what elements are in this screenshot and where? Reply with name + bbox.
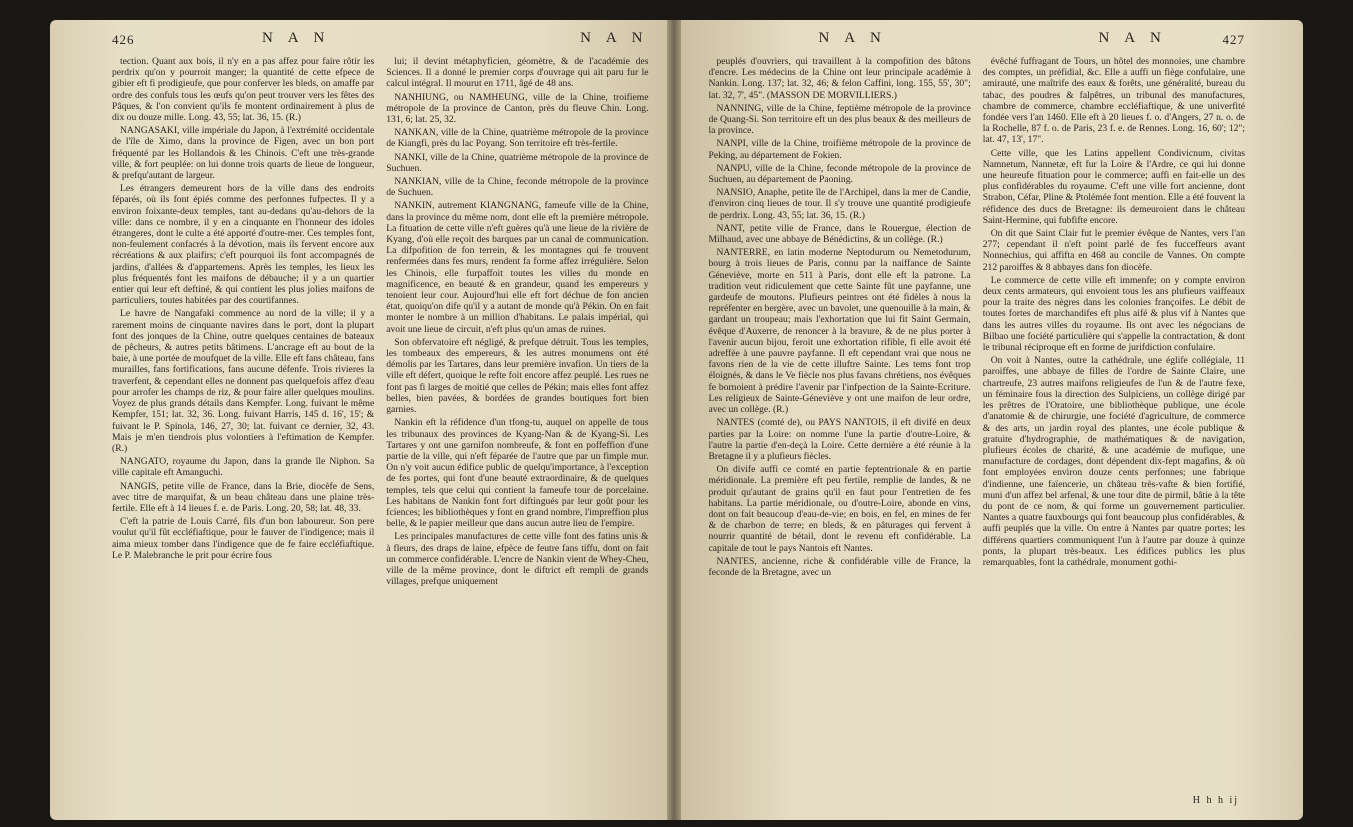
paragraph: tection. Quant aux bois, il n'y en a pas affez pour faire rôtir les perdrix qu'on y pourroit manger; la quantité de cette efpece de gibier eft fi prodigieufe, que pour conferver les bleds, on amaffe par ordre des confuls tous les œufs qu'on peut trouver vers les fêtes des Pâques, & l'on convient qu'ils fe montent ordinairement à plus de dix ou douze mille. Long. 43, 55; lat. 36, 15. (R.): [112, 56, 375, 124]
paragraph: NANKIN, autrement KIANGNANG, fameufe ville de la Chine, dans la province du même nom, dont elle eft la première métropole. La fituation de cette ville n'eft guères qu'à une lieue de la rivière de Kyang, d'où elle reçoit des barques par un canal de communication. La difpofition de fon terrein, & les montagnes qui fe trouvent renfermées dans fes murs, rendent fa forme affez irrégulière. Selon les Chinois, elle furpaffoit toutes les villes du monde en magnificence, en beauté & en grandeur, quand les empereurs y tenoient leur cour. Aujourd'hui elle eft fort déchue de fon ancien état, quoiqu'on dife qu'il y a autant de monde qu'à Pékin. On en fait monter le nombre à un million d'habitans. Le palais impérial, qui avoit une lieue de circuit, n'eft plus qu'un amas de ruines.: [386, 200, 649, 335]
paragraph: Son obfervatoire eft négligé, & prefque détruit. Tous les temples, les tombeaux des empereurs, & les autres monumens ont été démolis par les Tartares, dans leur première invafion. Un tiers de la ville eft défert, quoique le refte foit encore affez peuplé. Les rues ne font pas fi larges de moitié que celles de Pékin; mais elles font affez belles, bien pavées, & bordées de grandes boutiques fort bien garnies.: [386, 336, 649, 416]
paragraph: peuplés d'ouvriers, qui travaillent à la compofition des bâtons d'encre. Les médecins de la Chine ont leur principale académie à Nankin. Long. 137; lat. 32, 46; & felon Caffini, long. 155, 55', 30"; lat. 32, 7', 45". (MASSON DE MORVILLIERS.): [708, 56, 971, 101]
book-gutter: [667, 20, 681, 820]
paragraph: Nankin eft la réfidence d'un tfong-tu, auquel on appelle de tous les tribunaux des provinces de Kyang-Nan & de Kyang-Si. Les Tartares y ont une garnifon nombreufe, & font en poffeffion d'une partie de la ville, qui n'eft féparée de l'autre que par un fimple mur. On n'y voit aucun édifice public de quelqu'importance, à l'exception de fes portes, qui font d'une beauté extraordinaire, & de quelques temples, tels que celui qui contient la fameufe tour de porcelaine. Les habitans de Nankin font fort diftingués par leur goût pour les fciences; les bibliothèques y font en grand nombre, l'impreffion plus belle, & le papier meilleur que dans aucun autre lieu de l'empire.: [386, 417, 649, 530]
left-column-2: [386, 56, 648, 808]
paragraph: NANKAN, ville de la Chine, quatrième métropole de la province de Kiangfi, près du lac Poyang. Son territoire eft très-fertile.: [386, 127, 649, 150]
paragraph: Les étrangers demeurent hors de la ville dans des endroits féparés, où ils font épiés comme des perfonnes fufpectes. Il y a environ foixante-deux temples, tant au-dedans qu'au-dehors de la ville: dans ce nombre, il y en a cinquante en l'honneur des idoles étrangeres, dont le culte a été apporté d'outre-mer. Ces temples font, non-feulement confacrés à la dévotion, mais ils fervent encore aux récréations & aux plaifirs; c'eft pourquoi ils font accompagnés de jardins, d'allées & d'appartemens. Après les temples, les lieux les plus fréquentés font les maifons de débauche; il y a un quartier entier qui leur eft deftiné, & qui contient les plus jolies maifons de particuliers, toutes habitées par des courtifannes.: [112, 183, 375, 307]
paragraph: Les principales manufactures de cette ville font des fatins unis & à fleurs, des draps de laine, efpèce de feutre fans tiffu, dont on fait un commerce confidérable. L'encre de Nankin vient de Whey-Cheu, ville de la même province, dont le diftrict eft rempli de grands villages, prefque uniquement: [386, 531, 649, 588]
paragraph: Le commerce de cette ville eft immenfe; on y compte environ deux cents armateurs, qui envoient tous les ans plufieurs vaiffeaux pour la traite des nègres dans les colonies françoifes. Le débit de toutes fortes de marchandifes eft plus aifé & plus vif à Nantes que dans les autres villes du royaume. Ils ont avec les négocians de Bilbao une fociété particulière qui s'appelle la contractation, & dont le tribunal réciproque eft en forme de jurifdiction confulaire.: [982, 274, 1245, 354]
signature-mark: H h h ij: [1192, 795, 1239, 806]
paragraph: On dit que Saint Clair fut le premier évêque de Nantes, vers l'an 277; cependant il n'eft point parlé de fes fucceffeurs avant Nonnechius, qui affifta en 468 au concile de Vannes. On compte 212 paroiffes & 8 abbayes dans fon diocèfe.: [982, 228, 1245, 273]
paragraph: NANSIO, Anaphe, petite île de l'Archipel, dans la mer de Candie, d'environ cinq lieues de tour. Il s'y trouve une quantité prodigieufe de perdrix. Long. 43, 55; lat. 36, 15. (R.): [708, 187, 971, 221]
right-running-head: [709, 32, 1246, 54]
paragraph: NANPI, ville de la Chine, troifième métropole de la province de Peking, au département de Fokien.: [708, 138, 971, 161]
paragraph: NANGASAKI, ville impériale du Japon, à l'extrémité occidentale de l'île de Ximo, dans la province de Figen, avec un bon port fréquenté par les Hollandois & les Chinois. C'eft une très-grande ville, & fort peuplée: on lui donne trois quarts de lieue de longueur, & prefqu'autant de largeur.: [112, 125, 375, 182]
paragraph: NANTES (comté de), ou PAYS NANTOIS, il eft divifé en deux parties par la Loire: on nomme l'une la partie d'outre-Loire, & l'autre la partie d'en-deçà la Loire. Cette dernière a été réunie à la Bretagne il y a plufieurs fiècles.: [708, 417, 971, 462]
paragraph: NANNING, ville de la Chine, feptième métropole de la province de Quang-Si. Son territoire eft un des plus beaux & des meilleurs de la province.: [708, 102, 971, 137]
left-head-word-2: N A N: [580, 30, 649, 46]
right-page: [681, 20, 1304, 820]
paragraph: Cette ville, que les Latins appellent Condivicnum, civitas Namnetum, Nannetæ, eft fur la Loire & l'Ardre, ce qui lui donne une heureufe fituation pour le commerce; auffi en fait-elle un des plus confidérables du royaume. C'eft une ville fort ancienne, dont Strabon, Céfar, Pline & Ptolémée font mention. Elle a été fouvent la réfidence des ducs de Bretagne: ils demeuroient dans le château Saint-Hermine, qui fubfifte encore.: [982, 147, 1245, 226]
paragraph: On voit à Nantes, outre la cathédrale, une églife collégiale, 11 paroiffes, une abbaye de filles de l'ordre de Sainte Claire, une chartreufe, 23 autres maifons religieufes de l'un & de l'autre fexe, un féminaire fous la direction des Sulpiciens, un collège dirigé par les prêtres de l'Oratoire, une bibliothèque publique, une école d'anatomie & de chirurgie, une fociété d'agriculture, de commerce & des arts, un jardin royal des plantes, une école publique & gratuite d'hydrographie, de mathématiques & de navigation, plufieurs écoles de charité, & une académie de mufique, une manufacture de cordages, dont dépendent dix-fept magafins, & où font employées environ douze cents perfonnes; une fabrique d'indienne, une faïencerie, un château très-vafte & bien fortifié, muni d'un affez bel arfenal, & une tour dite de pirmil, bâtie à la tête du pont de ce nom, & qui forme un gouvernement particulier. Nantes a quatre fauxbourgs qui font beaucoup plus confidérables, & auffi peuplés que la ville. On entre à Nantes par quatre portes; les différens quartiers communiquent l'un à l'autre par douze à quinze ponts, la plupart très-beaux. Les édifices publics les plus remarquables, font la cathédrale, monument gothi-: [982, 355, 1245, 568]
left-column-1: [112, 56, 374, 808]
paragraph: Le havre de Nangafaki commence au nord de la ville; il y a rarement moins de cinquante navires dans le port, dont la plupart font des jonques de la Chine, outre quelques centaines de bateaux de pêcheurs, & autres petits bâtimens. L'ancrage eft au bout de la baie, à une portée de moufquet de la ville. Elle eft fans château, fans murailles, fans fortifications, fans aucune défenfe. Trois rivieres la traverfent, & cependant elles ne donnent pas quelquefois affez d'eau pour arrofer les champs de riz, & pour faire aller quelques moulins. Voyez de plus grands détails dans Kempfer. Long. fuivant le même Kempfer, 151; lat. 32, 36. Long. fuivant Harris, 145 d. 16', 15'; & fuivant le P. Spinola, 146, 27, 30; lat. fuivant ce dernier, 32, 43. Mais je m'en tiendrois plus volontiers à l'eftimation de Kempfer. (R.): [112, 308, 375, 454]
paragraph: NANPU, ville de la Chine, feconde métropole de la province de Suchuen, au département de Paoning.: [708, 162, 971, 186]
left-running-head: [112, 32, 649, 54]
left-head-word-1: N A N: [262, 30, 331, 46]
paragraph: NANGIS, petite ville de France, dans la Brie, diocèfe de Sens, avec titre de marquifat, & un beau château dans une plaine très-fertile. Elle eft à 14 lieues f. e. de Paris. Long. 20, 58; lat. 48, 33.: [112, 480, 375, 514]
right-head-word-1: N A N: [818, 30, 887, 46]
paragraph: NANGATO, royaume du Japon, dans la grande île Niphon. Sa ville capitale eft Amanguchi.: [112, 456, 375, 479]
right-columns: [709, 56, 1246, 808]
left-page: [50, 20, 667, 820]
paragraph: NANKI, ville de la Chine, quatrième métropole de la province de Suchuen.: [386, 151, 649, 174]
right-column-1: [709, 56, 971, 808]
book-spread: [50, 20, 1303, 820]
left-page-number: 426: [112, 32, 135, 47]
paragraph: NANTES, ancienne, riche & confidérable ville de France, la feconde de la Bretagne, avec un: [708, 555, 971, 578]
left-columns: [112, 56, 649, 808]
right-column-2: [983, 56, 1245, 808]
paragraph: lui; il devint métaphyficien, géomètre, & de l'académie des Sciences. Il a donné le premier corps d'ouvrage qui ait paru fur le calcul intégral. Il mourut en 1711, âgé de 48 ans.: [386, 56, 649, 90]
paragraph: NANKIAN, ville de la Chine, feconde métropole de la province de Suchuen.: [386, 176, 649, 199]
paragraph: évêché fuffragant de Tours, un hôtel des monnoies, une chambre des comptes, un préfidial, &c. Elle a auffi un fiège confulaire, une amirauté, une maîtrife des eaux & forêts, une généralité, bureau du tabac, des poudres & falpêtres, un tribunal des manufactures, chambre de commerce, chambre eccléfiaftique, & une univerfité fondée vers l'an 1460. Elle eft à 20 lieues f. o. d'Angers, 27 n. o. de la Rochelle, 87 f. o. de Paris, 23 f. e. de Rennes. Long. 16, 60'; 12"; lat. 47, 13', 17".: [982, 56, 1245, 146]
paragraph: On divife auffi ce comté en partie feptentrionale & en partie méridionale. La première eft peu fertile, remplie de landes, & ne produit qu'autant de grains qu'il en faut pour l'entretien de fes habitans. La partie méridionale, ou d'outre-Loire, abonde en vins, dont on fait beaucoup d'eau-de-vie; en bois, en fel, en mines de fer & de charbon de terre; en bleds, & en pâturages qui fervent à nourrir quantité de bétail, dont le revenu eft confidérable. La capitale de tout le pays Nantois eft Nantes.: [708, 464, 971, 554]
right-head-word-2: N A N: [1098, 30, 1167, 46]
paragraph: C'eft la patrie de Louis Carré, fils d'un bon laboureur. Son pere voulut qu'il fût eccléfiaftique, pour le fauver de l'indigence; mais il aima mieux tomber dans l'indigence que de fe faire eccléfiaftique. Le P. Malebranche le prit pour écrire fous: [112, 516, 375, 561]
paragraph: NANHIUNG, ou NAMHEUNG, ville de la Chine, troifieme métropole de la province de Canton, près du fleuve Chin. Long. 131, 6; lat. 25, 32.: [386, 91, 649, 126]
right-page-number: 427: [1222, 32, 1245, 47]
paragraph: NANTERRE, en latin moderne Neptodurum ou Nemetodurum, bourg à trois lieues de Paris, connu par la naiffance de Sainte Géneviève, morte en 511 à Paris, dont elle eft la patrone. La tradition veut ridiculement que cette Sainte fût une payfanne, une gardeufe de moutons. Plufieurs peintres ont été fidèles à nous la repréfenter en bergère, avec un bavolet, une quenouille à la main, & gardant un troupeau; mais l'exhortation que lui fit Saint Germain, évêque d'Auxerre, de renoncer à la bravure, & de ne plus porter à l'avenir aucun bijou, feroit une exhortation rifible, fi elle avoit été adreffée à une pauvre payfanne. Il eft cependant vrai que nous ne favons rien de la vie de cette illuftre Sainte. Les tems font trop éloignés, & dans le Ve fiècle nos plus favans chrétiens, nos évêques fe bornoient à prédire l'avenir par l'infpection de la Sainte-Ecriture. Les religieux de Sainte-Géneviève y ont une maifon de leur ordre, avec un collège. (R.): [708, 247, 971, 416]
paragraph: NANT, petite ville de France, dans le Rouergue, élection de Milhaud, avec une abbaye de Bénédictins, & un collège. (R.): [708, 222, 971, 246]
